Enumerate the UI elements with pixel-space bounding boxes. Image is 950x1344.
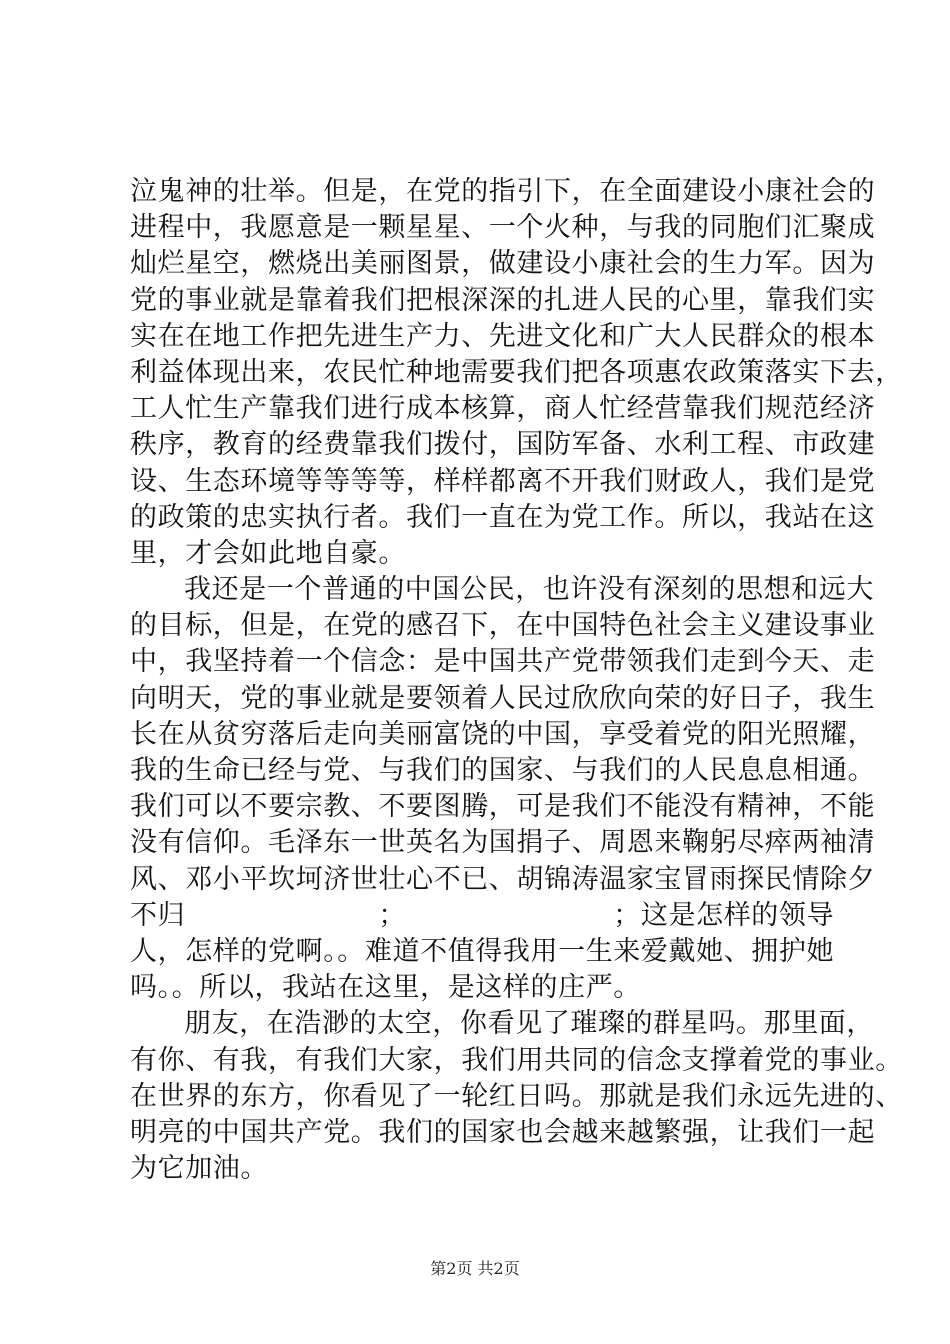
text-line: 进程中，我愿意是一颗星星、一个火种，与我的同胞们汇聚成 [130,212,876,244]
text-line: 实在在地工作把先进生产力、先进文化和广大人民群众的根本 [130,320,876,352]
page-number: 第2页 共2页 [430,1259,520,1278]
text-line: 明亮的中国共产党。我们的国家也会越来越繁强，让我们一起 [130,1116,876,1148]
text-line: 的目标，但是，在党的感召下，在中国特色社会主义建设事业 [130,610,876,642]
text-line: 长在从贫穷落后走向美丽富饶的中国，享受着党的阳光照耀， [130,718,876,750]
text-line: 的政策的忠实执行者。我们一直在为党工作。所以，我站在这 [130,501,876,533]
text-line: 工人忙生产靠我们进行成本核算，商人忙经营靠我们规范经济 [130,393,876,425]
text-line: 我的生命已经与党、与我们的国家、与我们的人民息息相通。 [130,755,876,786]
text-line: 在世界的东方，你看见了一轮红日吗。那就是我们永远先进的、 [130,1080,903,1112]
page-footer [0,1256,950,1279]
text-line: 向明天，党的事业就是要领着人民过欣欣向荣的好日子，我生 [130,682,876,714]
text-line: 有你、有我，有我们大家，我们用共同的信念支撑着党的事业。 [130,1044,903,1076]
text-line: 秩序，教育的经费靠我们拨付，国防军备、水利工程、市政建 [130,429,876,461]
text-line: 党的事业就是靠着我们把根深深的扎进人民的心里，靠我们实 [130,284,876,316]
text-line: 利益体现出来，农民忙种地需要我们把各项惠农政策落实下去， [130,356,903,388]
text-line: 里，才会如此地自豪。 [130,537,406,569]
text-line: 不归 ； ；这是怎样的领导 [130,899,835,931]
text-line: 中，我坚持着一个信念：是中国共产党带领我们走到今天、走 [130,646,876,678]
text-line: 人，怎样的党啊。。难道不值得我用一生来爱戴她、拥护她 [130,935,835,967]
text-line: 泣鬼神的壮举。但是，在党的指引下，在全面建设小康社会的 [130,176,876,207]
text-line: 风、邓小平坎坷济世壮心不已、胡锦涛温家宝冒雨探民情除夕 [130,863,876,895]
paragraph-first-line: 我还是一个普通的中国公民，也许没有深刻的思想和远大 [184,574,874,606]
text-line: 灿烂星空，燃烧出美丽图景，做建设小康社会的生力军。因为 [130,248,876,280]
paragraph-first-line: 朋友，在浩渺的太空，你看见了璀璨的群星吗。那里面， [184,1008,874,1040]
text-line: 吗。。所以，我站在这里，是这样的庄严。 [130,972,641,1004]
text-line: 没有信仰。毛泽东一世英名为国捐子、周恩来鞠躬尽瘁两袖清 [130,827,876,859]
text-line: 为它加油。 [130,1153,268,1185]
text-line: 我们可以不要宗教、不要图腾，可是我们不能没有精神，不能 [130,791,876,823]
document-body [130,174,903,1187]
text-line: 设、生态环境等等等等，样样都离不开我们财政人，我们是党 [130,465,876,497]
